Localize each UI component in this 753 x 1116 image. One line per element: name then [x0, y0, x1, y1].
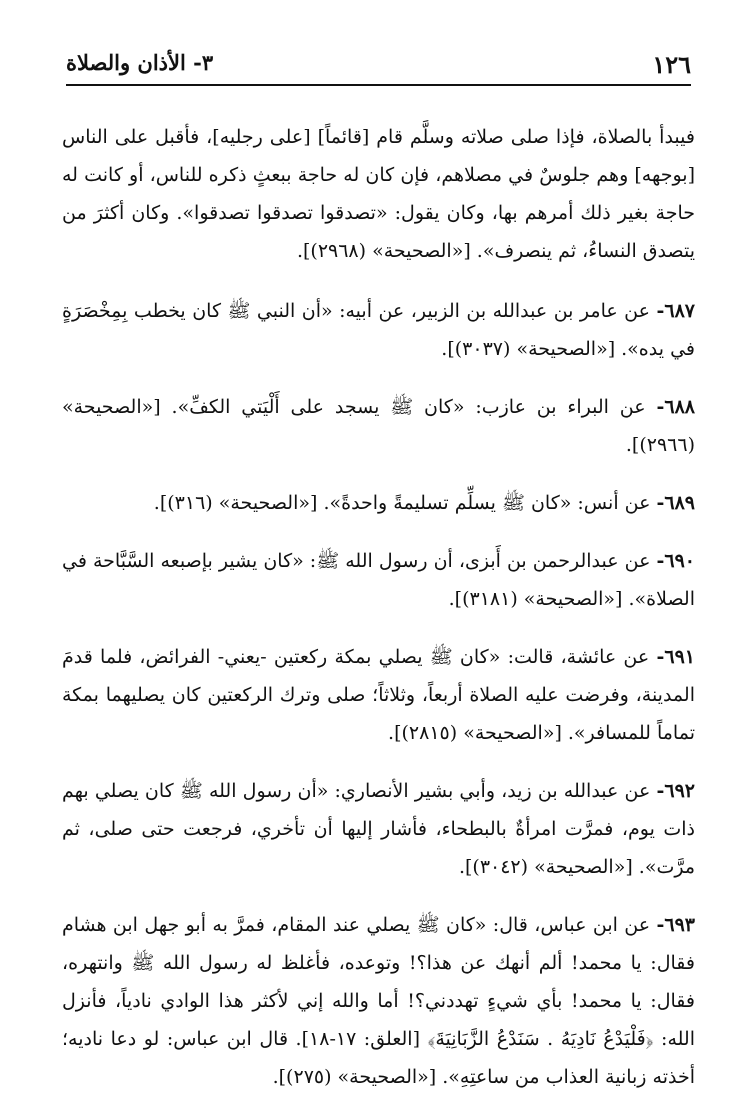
hadith-692 — [62, 772, 695, 886]
paragraph-text: فيبدأ بالصلاة، فإذا صلى صلاته وسلَّم قام [قائماً] [على رجليه]، فأقبل على الناس [بوجهه] وهم جلوسٌ في مصلاهم، فإن كان له حاجة ببعثٍ ذكره للناس، أو كانت له حاجة بغير ذلك أمرهم بها، وكان يقول: «تصدقوا تصدقوا تصدقوا». وكان أكثرَ من يتصدق النساءُ، ثم ينصرف». [«الصحيحة» (٢٩٦٨)]. — [62, 126, 695, 262]
hadith-number: ٦٨٩- — [656, 492, 695, 514]
hadith-number: ٦٨٨- — [656, 396, 695, 418]
hadith-number: ٦٩٢- — [656, 780, 695, 802]
hadith-691 — [62, 638, 695, 752]
hadith-text: عن ابن عباس، قال: «كان ﷺ يصلي عند المقام، فمرَّ به أبو جهل ابن هشام فقال: يا محمد! ألم أنهك عن هذا؟! وتوعده، فأغلظ له رسول الله ﷺ وانتهره، فقال: يا محمد! بأي شيءٍ تهددني؟! أما والله إني لأكثر هذا الوادي نادياً، فأنزل الله: ﴿فَلْيَدْعُ نَادِيَهُ . سَنَدْعُ الزَّبَانِيَةَ﴾ [العلق: ١٧-١٨]. قال ابن عباس: لو دعا ناديه؛ أخذته زبانية العذاب من ساعتِهِ». [«الصحيحة» (٢٧٥)]. — [62, 914, 695, 1088]
hadith-688 — [62, 388, 695, 464]
hadith-689 — [62, 484, 695, 522]
page-header — [66, 44, 691, 86]
chapter-title: ٣- الأذان والصلاة — [66, 50, 214, 75]
page-body — [62, 118, 695, 1116]
page-number: ١٢٦ — [652, 50, 691, 79]
hadith-text: عن عبدالرحمن بن أَبزى، أن رسول الله ﷺ: «كان يشير بإصبعه السَّبَّاحة في الصلاة». [«الصحيحة» (٣١٨١)]. — [62, 550, 695, 610]
hadith-text: عن عامر بن عبدالله بن الزبير، عن أبيه: «أن النبي ﷺ كان يخطب بِمِخْصَرَةٍ في يده». [«الصحيحة» (٣٠٣٧)]. — [62, 300, 695, 360]
hadith-number: ٦٩٠- — [656, 550, 695, 572]
hadith-text: عن البراء بن عازب: «كان ﷺ يسجد على أَلْيَتي الكفِّ». [«الصحيحة» (٢٩٦٦)]. — [62, 396, 695, 456]
hadith-text: عن عائشة، قالت: «كان ﷺ يصلي بمكة ركعتين -يعني- الفرائض، فلما قدمَ المدينة، وفرضت عليه الصلاة أربعاً، وثلاثاً؛ صلى وترك الركعتين كان يصليهما بمكة تماماً للمسافر». [«الصحيحة» (٢٨١٥)]. — [62, 646, 695, 744]
hadith-text: عن عبدالله بن زيد، وأبي بشير الأنصاري: «أن رسول الله ﷺ كان يصلي بهم ذات يوم، فمرَّت امرأةٌ بالبطحاء، فأشار إليها أن تأخري، فرجعت حتى صلى، ثم مرَّت». [«الصحيحة» (٣٠٤٢)]. — [62, 780, 695, 878]
hadith-693 — [62, 906, 695, 1096]
hadith-number: ٦٩٣- — [656, 914, 695, 936]
hadith-number: ٦٩١- — [656, 646, 695, 668]
hadith-text: عن أنس: «كان ﷺ يسلِّم تسليمةً واحدةً». [«الصحيحة» (٣١٦)]. — [153, 492, 651, 514]
paragraph-continuation — [62, 118, 695, 270]
hadith-number: ٦٨٧- — [656, 300, 695, 322]
hadith-690 — [62, 542, 695, 618]
hadith-687 — [62, 292, 695, 368]
